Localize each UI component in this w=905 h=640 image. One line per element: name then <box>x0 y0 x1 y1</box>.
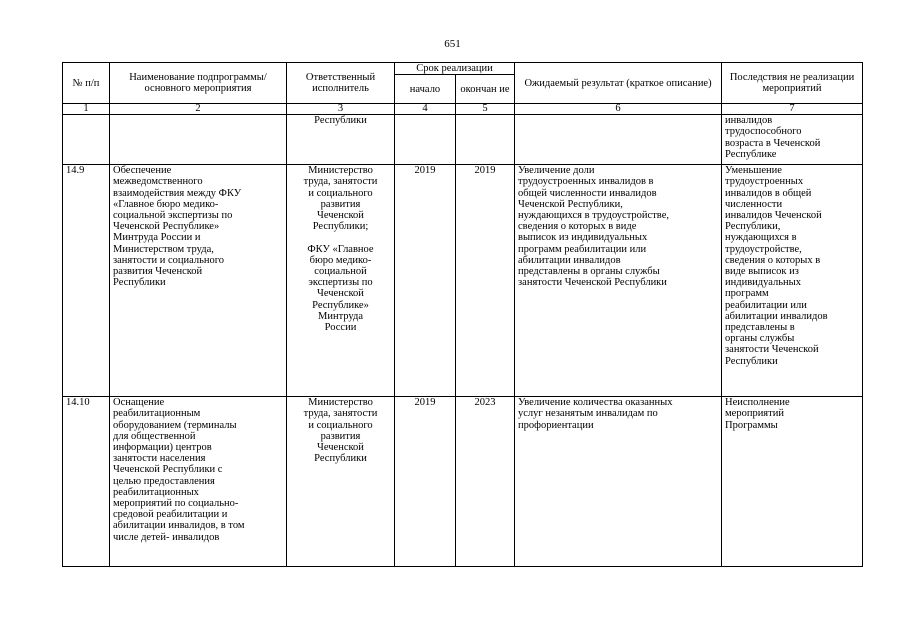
row-start: 2019 <box>395 397 456 567</box>
column-number: 7 <box>722 104 863 115</box>
row-consequence: Уменьшение трудоустроенных инвалидов в общей численности инвалидов Чеченской Республики, нуждающихся в трудоустройстве, сведения о которых в виде выписок из индивидуальных программ реабилитации или абилитации инвалидов представлены в органы службы занятости Чеченской Республики <box>722 165 863 397</box>
column-number: 5 <box>456 104 515 115</box>
row-number <box>63 115 110 165</box>
column-number: 2 <box>110 104 287 115</box>
column-number: 4 <box>395 104 456 115</box>
row-number: 14.10 <box>63 397 110 567</box>
column-number: 1 <box>63 104 110 115</box>
header-result: Ожидаемый результат (краткое описание) <box>515 63 722 104</box>
header-name: Наименование подпрограммы/ основного мероприятия <box>110 63 287 104</box>
row-end: 2019 <box>456 165 515 397</box>
column-number: 3 <box>287 104 395 115</box>
row-executor: Республики <box>287 115 395 165</box>
header-consequence: Последствия не реализации мероприятий <box>722 63 863 104</box>
column-number: 6 <box>515 104 722 115</box>
row-start <box>395 115 456 165</box>
row-consequence: Неисполнение мероприятий Программы <box>722 397 863 567</box>
row-number: 14.9 <box>63 165 110 397</box>
table-row <box>63 115 863 165</box>
row-executor: Министерство труда, занятости и социального развития Чеченской Республики <box>287 397 395 567</box>
header-term: Срок реализации <box>395 63 515 75</box>
header-executor: Ответственный исполнитель <box>287 63 395 104</box>
row-end: 2023 <box>456 397 515 567</box>
row-consequence: инвалидов трудоспособного возраста в Чеченской Республике <box>722 115 863 165</box>
row-end <box>456 115 515 165</box>
header-start: начало <box>395 75 456 104</box>
row-start: 2019 <box>395 165 456 397</box>
row-result: Увеличение количества оказанных услуг незанятым инвалидам по профориентации <box>515 397 722 567</box>
row-executor: Министерство труда, занятости и социального развития Чеченской Республики; ФКУ «Главное бюро медико- социальной экспертизы по Чеченской Республике» Минтруда России <box>287 165 395 397</box>
header-end: окончан ие <box>456 75 515 104</box>
program-table <box>62 62 863 567</box>
row-name: Оснащение реабилитационным оборудованием (терминалы для общественной информации) центров занятости населения Чеченской Республики с целью предоставления реабилитационных мероприятий по социально- средовой реабилитации и абилитации инвалидов, в том числе детей- инвалидов <box>110 397 287 567</box>
table-row <box>63 165 863 397</box>
row-name: Обеспечение межведомственного взаимодействия между ФКУ «Главное бюро медико- социальной экспертизы по Чеченской Республике» Минтруда России и Министерством труда, занятости и социального развития Чеченской Республики <box>110 165 287 397</box>
row-result: Увеличение доли трудоустроенных инвалидов в общей численности инвалидов Чеченской Республики, нуждающихся в трудоустройстве, сведения о которых в виде выписок из индивидуальных программ реабилитации или абилитации инвалидов представлены в органы службы занятости Чеченской Республики <box>515 165 722 397</box>
column-number-row <box>63 104 863 115</box>
table-row <box>63 397 863 567</box>
row-result <box>515 115 722 165</box>
page-number: 651 <box>444 38 461 50</box>
header-number: № п/п <box>63 63 110 104</box>
row-name <box>110 115 287 165</box>
